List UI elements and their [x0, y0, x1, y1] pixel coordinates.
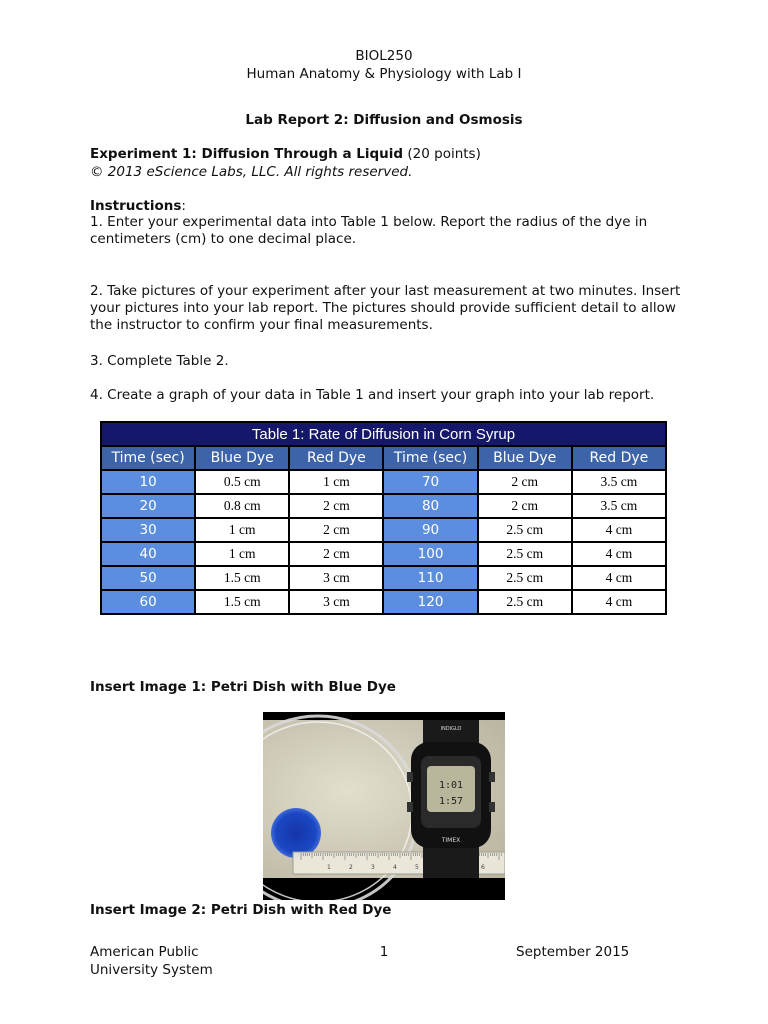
value-cell: 3.5 cm — [572, 470, 666, 494]
watch-top-text: INDIGLO — [440, 726, 462, 732]
value-cell: 3 cm — [289, 590, 383, 614]
table-header-cell: Time (sec) — [383, 446, 477, 470]
table-row — [101, 590, 666, 614]
table-row — [101, 518, 666, 542]
time-cell: 40 — [101, 542, 195, 566]
table-header-row — [101, 446, 666, 470]
petri-dish-photo — [263, 712, 505, 900]
table-row — [101, 542, 666, 566]
diffusion-table — [100, 421, 667, 615]
value-cell: 1.5 cm — [195, 590, 289, 614]
image2-caption: Insert Image 2: Petri Dish with Red Dye — [90, 902, 392, 918]
value-cell: 0.5 cm — [195, 470, 289, 494]
value-cell: 2.5 cm — [478, 518, 572, 542]
table-row — [101, 470, 666, 494]
blue-dye-spot — [271, 808, 321, 858]
footer-org-line-1: American Public — [90, 944, 199, 960]
time-cell: 50 — [101, 566, 195, 590]
time-cell: 80 — [383, 494, 477, 518]
instructions-heading — [90, 197, 690, 215]
value-cell: 1 cm — [195, 518, 289, 542]
ruler-number: 3 — [371, 864, 375, 871]
value-cell: 2.5 cm — [478, 566, 572, 590]
value-cell: 4 cm — [572, 590, 666, 614]
value-cell: 2 cm — [289, 494, 383, 518]
table-row — [101, 566, 666, 590]
value-cell: 4 cm — [572, 542, 666, 566]
instructions-colon: : — [181, 198, 186, 214]
time-cell: 70 — [383, 470, 477, 494]
instruction-item-4: 4. Create a graph of your data in Table 1 and insert your graph into your lab report. — [90, 387, 655, 403]
time-cell: 100 — [383, 542, 477, 566]
watch-display-line-1: 1:01 — [438, 780, 464, 791]
footer-left — [90, 943, 290, 979]
time-cell: 120 — [383, 590, 477, 614]
copyright-line: © 2013 eScience Labs, LLC. All rights reserved. — [90, 164, 413, 180]
footer-org-line-2: University System — [90, 962, 213, 978]
table-header-cell: Time (sec) — [101, 446, 195, 470]
value-cell: 2 cm — [289, 518, 383, 542]
table-header-cell: Red Dye — [289, 446, 383, 470]
watch-display-line-2: 1:57 — [438, 796, 464, 807]
value-cell: 4 cm — [572, 566, 666, 590]
value-cell: 2.5 cm — [478, 542, 572, 566]
value-cell: 1 cm — [195, 542, 289, 566]
table-title: Table 1: Rate of Diffusion in Corn Syrup — [101, 422, 666, 446]
table-header-cell: Red Dye — [572, 446, 666, 470]
instruction-item-2: 2. Take pictures of your experiment after your last measurement at two minutes. Insert your pictures into your lab report. The pictures should provide sufficient detail to allow the instructor to confirm your final measurements. — [90, 283, 681, 333]
course-code: BIOL250 — [355, 48, 413, 64]
experiment-heading — [90, 145, 690, 163]
ruler-number: 4 — [393, 864, 397, 871]
instruction-item-3: 3. Complete Table 2. — [90, 353, 229, 369]
time-cell: 60 — [101, 590, 195, 614]
table-row — [101, 494, 666, 518]
watch-brand: TIMEX — [441, 837, 461, 844]
time-cell: 20 — [101, 494, 195, 518]
value-cell: 1.5 cm — [195, 566, 289, 590]
instruction-item-1: 1. Enter your experimental data into Table 1 below. Report the radius of the dye in centimeters (cm) to one decimal place. — [90, 214, 648, 247]
image1-caption: Insert Image 1: Petri Dish with Blue Dye — [90, 679, 396, 695]
instructions-label: Instructions — [90, 198, 182, 214]
value-cell: 4 cm — [572, 518, 666, 542]
page-number: 1 — [379, 944, 389, 960]
course-name: Human Anatomy & Physiology with Lab I — [246, 66, 522, 82]
value-cell: 3.5 cm — [572, 494, 666, 518]
time-cell: 10 — [101, 470, 195, 494]
time-cell: 110 — [383, 566, 477, 590]
petri-dish-photo-graphic — [263, 712, 505, 900]
value-cell: 2 cm — [478, 470, 572, 494]
ruler-number: 5 — [415, 864, 419, 871]
table-header-cell: Blue Dye — [478, 446, 572, 470]
footer-date: September 2015 — [516, 944, 630, 960]
experiment-title: Experiment 1: Diffusion Through a Liquid — [90, 146, 404, 162]
ruler-number: 2 — [349, 864, 353, 871]
value-cell: 2 cm — [289, 542, 383, 566]
ruler-number: 1 — [327, 864, 331, 871]
value-cell: 2 cm — [478, 494, 572, 518]
value-cell: 0.8 cm — [195, 494, 289, 518]
experiment-points: (20 points) — [403, 146, 481, 162]
time-cell: 30 — [101, 518, 195, 542]
value-cell: 3 cm — [289, 566, 383, 590]
ruler-number: 6 — [481, 864, 485, 871]
table-header-cell: Blue Dye — [195, 446, 289, 470]
value-cell: 2.5 cm — [478, 590, 572, 614]
time-cell: 90 — [383, 518, 477, 542]
value-cell: 1 cm — [289, 470, 383, 494]
report-title: Lab Report 2: Diffusion and Osmosis — [245, 112, 523, 128]
